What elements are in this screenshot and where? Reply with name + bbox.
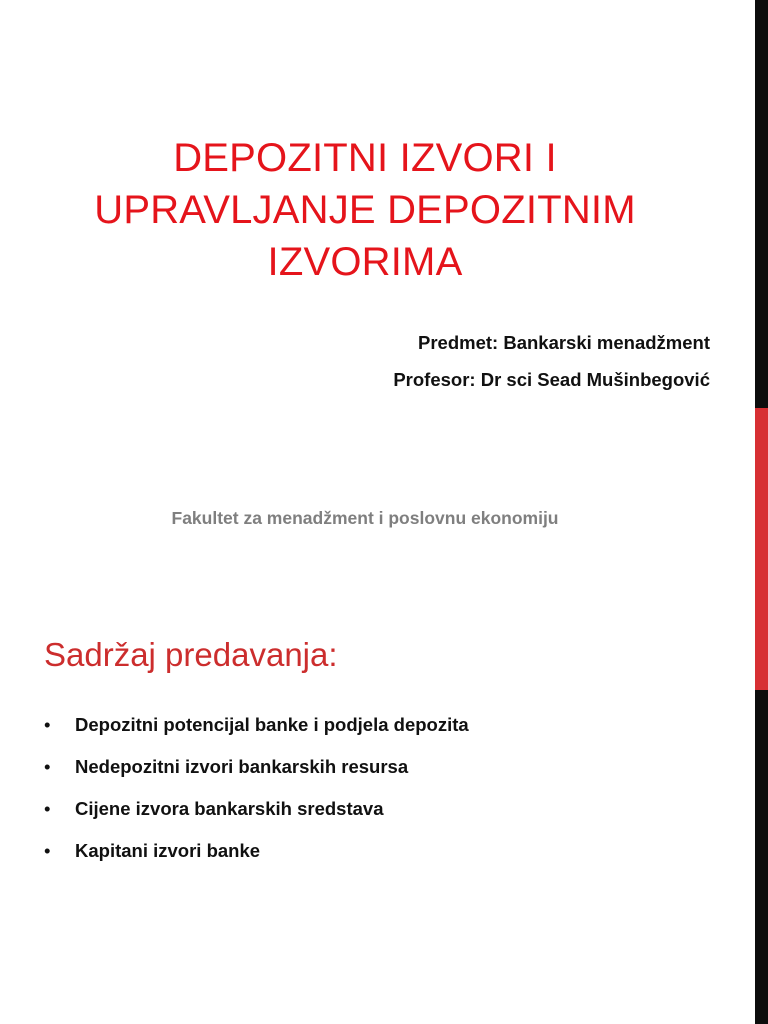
list-item <box>44 714 469 756</box>
list-item <box>44 798 469 840</box>
contents-heading: Sadržaj predavanja: <box>44 636 338 673</box>
contents-list <box>44 714 469 882</box>
faculty-name: Fakultet za menadžment i poslovnu ekonomiju <box>171 508 559 528</box>
list-item <box>44 840 469 882</box>
subject-line: Predmet: Bankarski menadžment <box>418 332 710 353</box>
title-line-2: UPRAVLJANJE DEPOZITNIM <box>94 188 636 232</box>
list-item-text: Kapitani izvori banke <box>75 840 261 861</box>
bullet-icon: • <box>44 756 51 777</box>
edge-bar-red <box>755 408 768 690</box>
bullet-icon: • <box>44 798 51 819</box>
list-item-text: Cijene izvora bankarskih sredstava <box>75 798 384 819</box>
slide-title <box>40 132 690 288</box>
edge-bar-dark-bottom <box>755 690 768 1024</box>
list-item <box>44 756 469 798</box>
title-line-1: DEPOZITNI IZVORI I <box>173 136 557 180</box>
bullet-icon: • <box>44 840 51 861</box>
course-info <box>393 324 710 398</box>
list-item-text: Depozitni potencijal banke i podjela depozita <box>75 714 469 735</box>
edge-bar-dark-top <box>755 0 768 408</box>
professor-line: Profesor: Dr sci Sead Mušinbegović <box>393 369 710 390</box>
title-line-3: IZVORIMA <box>267 240 463 284</box>
bullet-icon: • <box>44 714 51 735</box>
list-item-text: Nedepozitni izvori bankarskih resursa <box>75 756 409 777</box>
